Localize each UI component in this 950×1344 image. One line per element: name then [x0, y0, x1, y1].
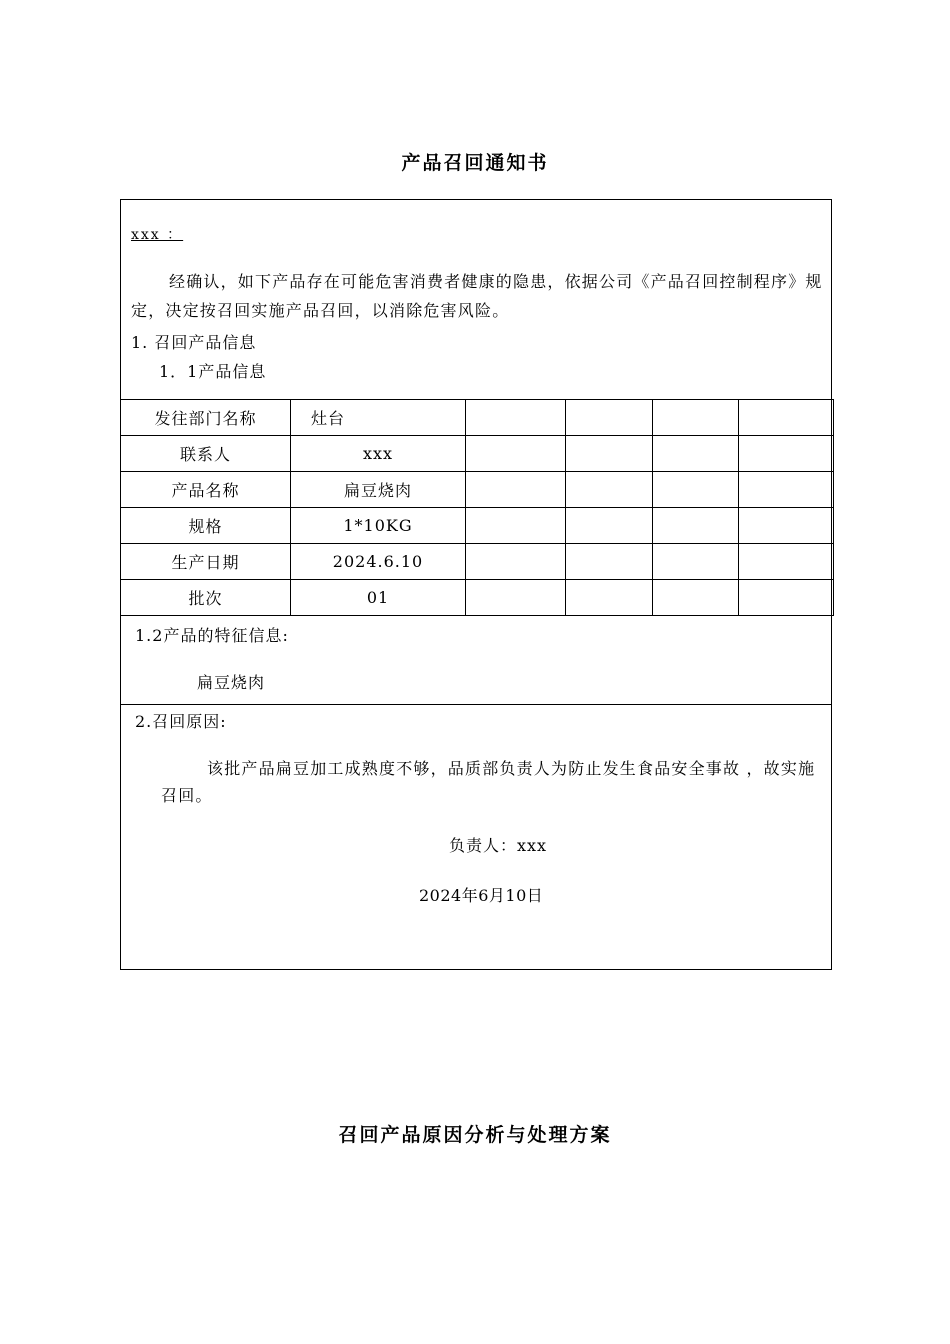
- row-value: 2024.6.10: [291, 544, 466, 580]
- intro-paragraph: 经确认，如下产品存在可能危害消费者健康的隐患，依据公司《产品召回控制程序》规定，决定按召回实施产品召回，以消除危害风险。: [131, 272, 823, 320]
- empty-cell: [466, 400, 566, 436]
- empty-cell: [566, 580, 653, 616]
- empty-cell: [739, 508, 834, 544]
- section-1-1-title: 1．1产品信息: [159, 362, 267, 381]
- empty-cell: [653, 400, 739, 436]
- row-value: xxx: [291, 436, 466, 472]
- empty-cell: [739, 580, 834, 616]
- row-value: 灶台: [291, 400, 466, 436]
- row-label: 规格: [121, 508, 291, 544]
- empty-cell: [466, 472, 566, 508]
- row-value: 01: [291, 580, 466, 616]
- reason-text: 该批产品扁豆加工成熟度不够，品质部负责人为防止发生食品安全事故 ，故实施召回。: [161, 759, 816, 805]
- empty-cell: [653, 580, 739, 616]
- table-row: [121, 400, 834, 436]
- section-divider: [121, 704, 831, 705]
- empty-cell: [566, 544, 653, 580]
- analysis-title: 召回产品原因分析与处理方案: [338, 1124, 612, 1146]
- empty-cell: [466, 508, 566, 544]
- addressee: xxx ：: [131, 227, 184, 243]
- product-info-table: [120, 399, 834, 616]
- empty-cell: [653, 544, 739, 580]
- empty-cell: [566, 436, 653, 472]
- table-row: [121, 508, 834, 544]
- empty-cell: [566, 472, 653, 508]
- empty-cell: [466, 580, 566, 616]
- empty-cell: [466, 544, 566, 580]
- row-value: 扁豆烧肉: [291, 472, 466, 508]
- row-label: 联系人: [121, 436, 291, 472]
- empty-cell: [739, 436, 834, 472]
- responsible-person: 负责人：xxx: [449, 836, 548, 855]
- section-1-2-title: 1.2产品的特征信息:: [135, 626, 289, 645]
- empty-cell: [566, 508, 653, 544]
- empty-cell: [466, 436, 566, 472]
- section-1-title: 1. 召回产品信息: [131, 333, 257, 352]
- feature-text: 扁豆烧肉: [197, 673, 266, 692]
- table-row: [121, 472, 834, 508]
- table-row: [121, 544, 834, 580]
- row-value: 1*10KG: [291, 508, 466, 544]
- row-label: 产品名称: [121, 472, 291, 508]
- empty-cell: [653, 472, 739, 508]
- notice-title: 产品召回通知书: [401, 152, 549, 174]
- empty-cell: [566, 400, 653, 436]
- notice-date: 2024年6月10日: [419, 886, 544, 905]
- empty-cell: [739, 472, 834, 508]
- row-label: 批次: [121, 580, 291, 616]
- table-row: [121, 580, 834, 616]
- empty-cell: [653, 436, 739, 472]
- empty-cell: [739, 400, 834, 436]
- table-row: [121, 436, 834, 472]
- empty-cell: [653, 508, 739, 544]
- section-2-title: 2.召回原因:: [135, 712, 227, 731]
- empty-cell: [739, 544, 834, 580]
- row-label: 生产日期: [121, 544, 291, 580]
- notice-form: [120, 199, 832, 970]
- row-label: 发往部门名称: [121, 400, 291, 436]
